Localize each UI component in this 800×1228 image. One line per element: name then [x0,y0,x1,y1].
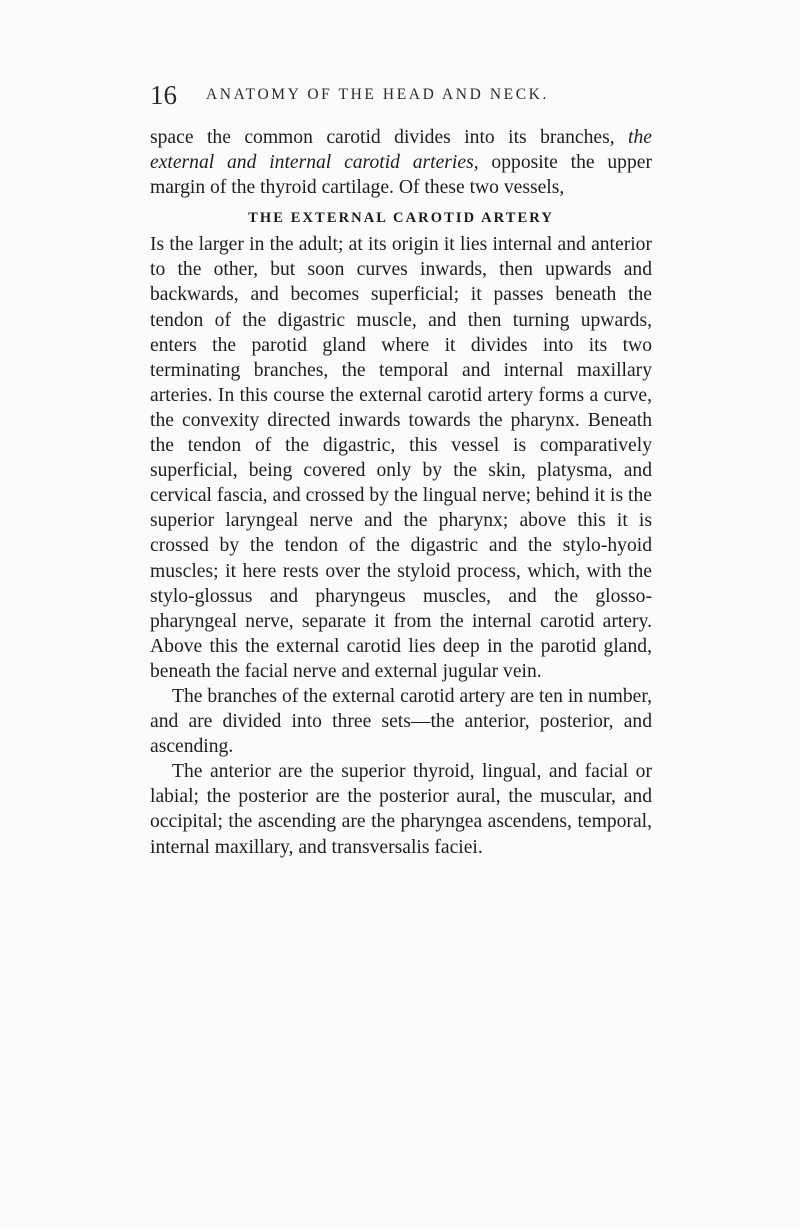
paragraph-external-carotid-course: Is the larger in the adult; at its origin it lies internal and anterior to the other, but soon curves inwards, then upwards and backwards, and becomes superficial; it passes beneath the tendon of the digastric muscle, and then turning upwards, enters the parotid gland where it divides into its two terminating branches, the temporal and internal maxillary arteries. In this course the external carotid artery forms a curve, the convexity directed inwards towards the pharynx. Beneath the tendon of the digastric, this vessel is comparatively superficial, being covered only by the skin, platysma, and cervical fascia, and crossed by the lingual nerve; behind it is the superior laryngeal nerve and the pharynx; above this it is crossed by the tendon of the digastric and the stylo-hyoid muscles; it here rests over the styloid process, which, with the stylo-glossus and pharyngeus muscles, and the glosso-pharyngeal nerve, separate it from the internal carotid artery. Above this the external carotid lies deep in the parotid gland, beneath the facial nerve and external jugular vein. [150,234,652,682]
intro-paragraph [150,125,652,200]
paragraph-branches-sets: The anterior are the superior thyroid, lingual, and facial or labial; the posterior are the posterior aural, the muscular, and occipital; the ascending are the pharyngea ascendens, temporal, internal maxillary, and transversalis faciei. [150,761,652,858]
intro-text-end: opposite the upper margin of the thyroid cartilage. Of these two vessels, [150,152,652,199]
section-heading: THE EXTERNAL CAROTID ARTERY [248,210,554,227]
page-number: 16 [150,80,177,110]
intro-text-start: space the common carotid divides into its branches, [150,127,615,148]
intro-italic-text: the external and internal carotid arteries, [150,127,652,174]
body-text [150,125,652,860]
paragraph-branches-count: The branches of the external carotid artery are ten in number, and are divided into three sets—the anterior, posterior, and ascending. [150,685,652,758]
running-head-title: ANATOMY OF THE HEAD AND NECK. [206,86,549,103]
running-head [150,80,630,110]
